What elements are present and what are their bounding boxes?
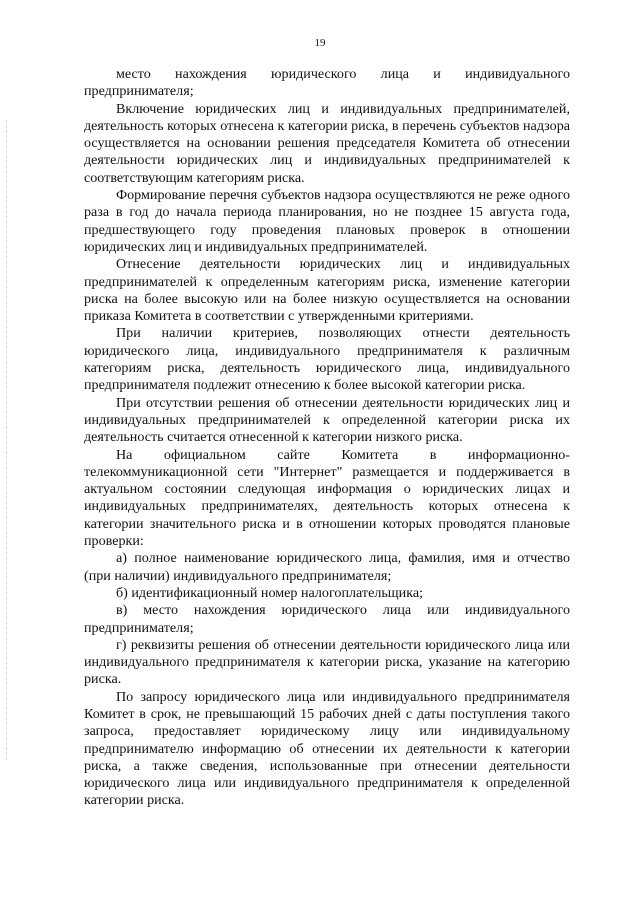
list-item-b: б) идентификационный номер налогоплательщика;: [116, 584, 423, 601]
document-body: [84, 66, 570, 810]
paragraph-on-request: По запросу юридического лица или индивидуального предпринимателя Комитет в срок, не превышающий 15 рабочих дней с даты поступления такого запроса, предоставляет юридическому лицу или индивидуальному предпринимателю информацию об отнесении их деятельности к категории риска, а также сведения, использованные при отнесении деятельности юридического лица или индивидуального предпринимателя к определенной категории риска.: [84, 688, 570, 809]
paragraph-multiple-criteria: При наличии критериев, позволяющих отнести деятельность юридического лица, индивидуального предпринимателя к различным категориям риска, деятельность юридического лица, индивидуального предпринимателя подлежит отнесению к более высокой категории риска.: [84, 325, 570, 394]
paragraph-inclusion-in-list: Включение юридических лиц и индивидуальных предпринимателей, деятельность которых отнесена к категории риска, в перечень субъектов надзора осуществляется на основании решения председателя Комитета об отнесении деятельности юридических лиц и индивидуальных предпринимателей к соответствующим категориям риска.: [84, 100, 570, 186]
paragraph-no-decision: При отсутствии решения об отнесении деятельности юридических лиц и индивидуальных предпринимателей к определенной категории риска их деятельность считается отнесенной к категории низкого риска.: [84, 394, 570, 446]
paragraph-list-formation: Формирование перечня субъектов надзора осуществляются не реже одного раза в год до начала периода планирования, но не позднее 15 августа года, предшествующего году проведения плановых проверок в отношении юридических лиц и индивидуальных предпринимателей.: [84, 187, 570, 255]
list-item-v: в) место нахождения юридического лица или индивидуального предпринимателя;: [84, 602, 570, 636]
list-item-a: а) полное наименование юридического лица, фамилия, имя и отчество (при наличии) индивидуального предпринимателя;: [84, 550, 570, 584]
paragraph-location: место нахождения юридического лица и индивидуального предпринимателя;: [84, 66, 570, 100]
paragraph-website-info: На официальном сайте Комитета в информационно-телекоммуникационной сети "Интернет" размещается и поддерживается в актуальном состоянии следующая информация о юридических лицах и индивидуальных предпринимателях, деятельность которых отнесена к категории значительного риска и в отношении которых проводятся плановые проверки:: [84, 446, 570, 550]
page-number: 19: [314, 37, 326, 49]
paragraph-risk-assignment: Отнесение деятельности юридических лиц и индивидуальных предпринимателей к определенным категориям риска, изменение категории риска на более высокую или на более низкую осуществляется на основании приказа Комитета в соответствии с утвержденными критериями.: [84, 256, 570, 325]
binding-edge-mark: [6, 120, 8, 760]
list-item-g: г) реквизиты решения об отнесении деятельности юридического лица или индивидуального предпринимателя к категории риска, указание на категорию риска.: [84, 636, 570, 688]
